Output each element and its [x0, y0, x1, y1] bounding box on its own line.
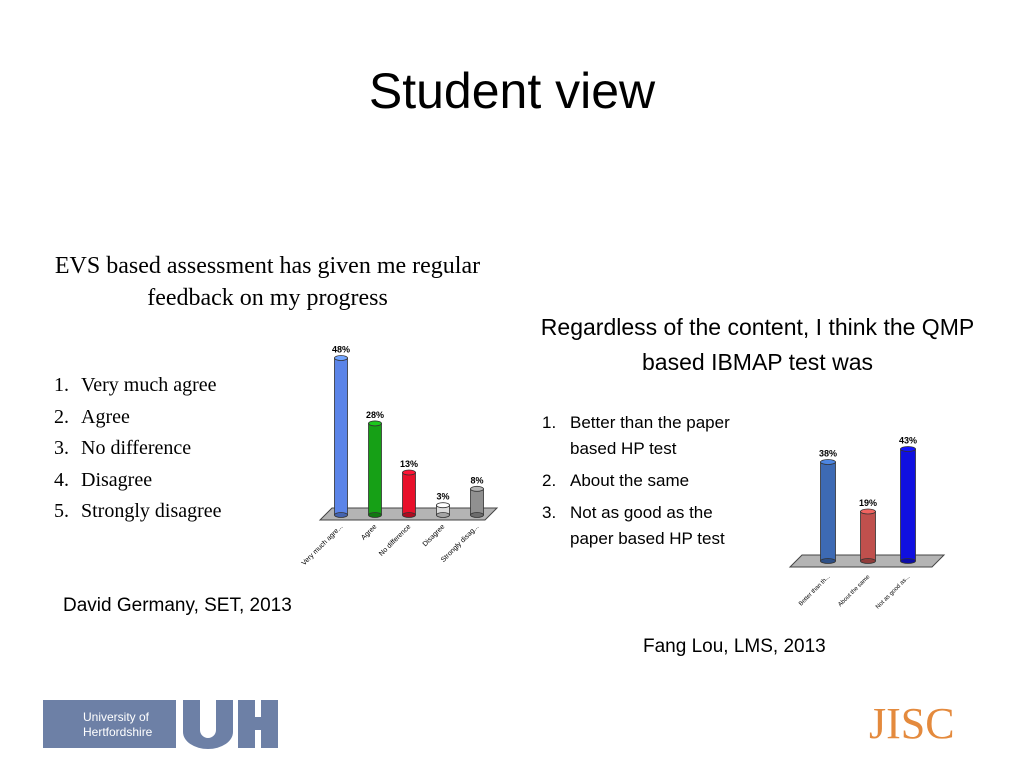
chart-data-label: 3%: [436, 491, 450, 502]
right-option-text: Better than the paper based HP test: [570, 413, 730, 458]
right-option: [542, 468, 760, 494]
chart-data-label: 8%: [470, 475, 484, 486]
left-option-text: Agree: [81, 405, 130, 428]
chart-bar: [861, 509, 876, 563]
left-option-number: 5.: [54, 500, 69, 523]
uh-logo-line2: Hertfordshire: [83, 725, 153, 739]
left-option-text: Disagree: [81, 468, 153, 491]
left-option: [54, 370, 222, 402]
chart-category-label: Disagree: [421, 523, 447, 549]
left-option-text: Strongly disagree: [81, 500, 222, 523]
right-option-number: 3.: [542, 503, 557, 522]
left-option-number: 4.: [54, 468, 69, 491]
chart-bar: [901, 447, 916, 564]
chart-data-label: 28%: [365, 409, 385, 420]
chart-data-label: 43%: [898, 435, 918, 446]
right-option-text: Not as good as the paper based HP test: [570, 503, 725, 548]
left-question: EVS based assessment has given me regular feedback on my progress: [54, 253, 481, 311]
chart-bar: [821, 460, 836, 564]
chart-category-label: Strongly disag...: [439, 523, 481, 564]
left-option-number: 2.: [54, 405, 69, 428]
right-options-list: [542, 410, 760, 558]
chart-bar: [471, 486, 484, 517]
right-option: [542, 500, 760, 552]
left-bar-chart: [285, 330, 515, 590]
left-option-text: Very much agree: [81, 374, 217, 396]
chart-category-label: Better than th...: [798, 574, 832, 608]
chart-bar: [403, 470, 416, 518]
chart-category-label: About the same: [837, 574, 872, 609]
right-question: Regardless of the content, I think the QMP based IBMAP test was: [540, 314, 975, 375]
right-option-number: 2.: [542, 471, 557, 490]
chart-data-label: 19%: [858, 498, 878, 509]
university-of-hertfordshire-logo: [43, 699, 278, 749]
chart-category-label: Very much agre...: [300, 523, 345, 568]
left-option-text: No difference: [81, 437, 192, 460]
right-option-number: 1.: [542, 413, 557, 432]
left-option: [54, 433, 222, 465]
chart-bar: [335, 356, 348, 518]
jisc-logo: JISC: [869, 699, 955, 748]
right-option-text: About the same: [570, 471, 690, 490]
left-option: [54, 496, 222, 528]
uh-logo-line1: University of: [83, 710, 150, 724]
slide-title: Student view: [368, 63, 656, 119]
left-credit: David Germany, SET, 2013: [63, 595, 292, 616]
left-option: [54, 465, 222, 497]
chart-data-label: 48%: [331, 344, 351, 355]
chart-bar: [437, 503, 450, 518]
left-option-number: 1.: [54, 374, 69, 396]
chart-bar: [369, 421, 382, 518]
chart-data-label: 38%: [818, 448, 838, 459]
left-options-list: [54, 370, 222, 528]
uh-logo-panel: [43, 700, 176, 748]
chart-category-label: Agree: [360, 523, 379, 542]
right-bar-chart: [780, 425, 950, 615]
right-credit: Fang Lou, LMS, 2013: [643, 636, 826, 657]
left-option: [54, 402, 222, 434]
chart-category-label: Not as good as...: [875, 574, 912, 611]
chart-data-label: 13%: [399, 458, 419, 469]
chart-category-label: No difference: [378, 523, 413, 558]
left-option-number: 3.: [54, 437, 69, 460]
right-option: [542, 410, 760, 462]
